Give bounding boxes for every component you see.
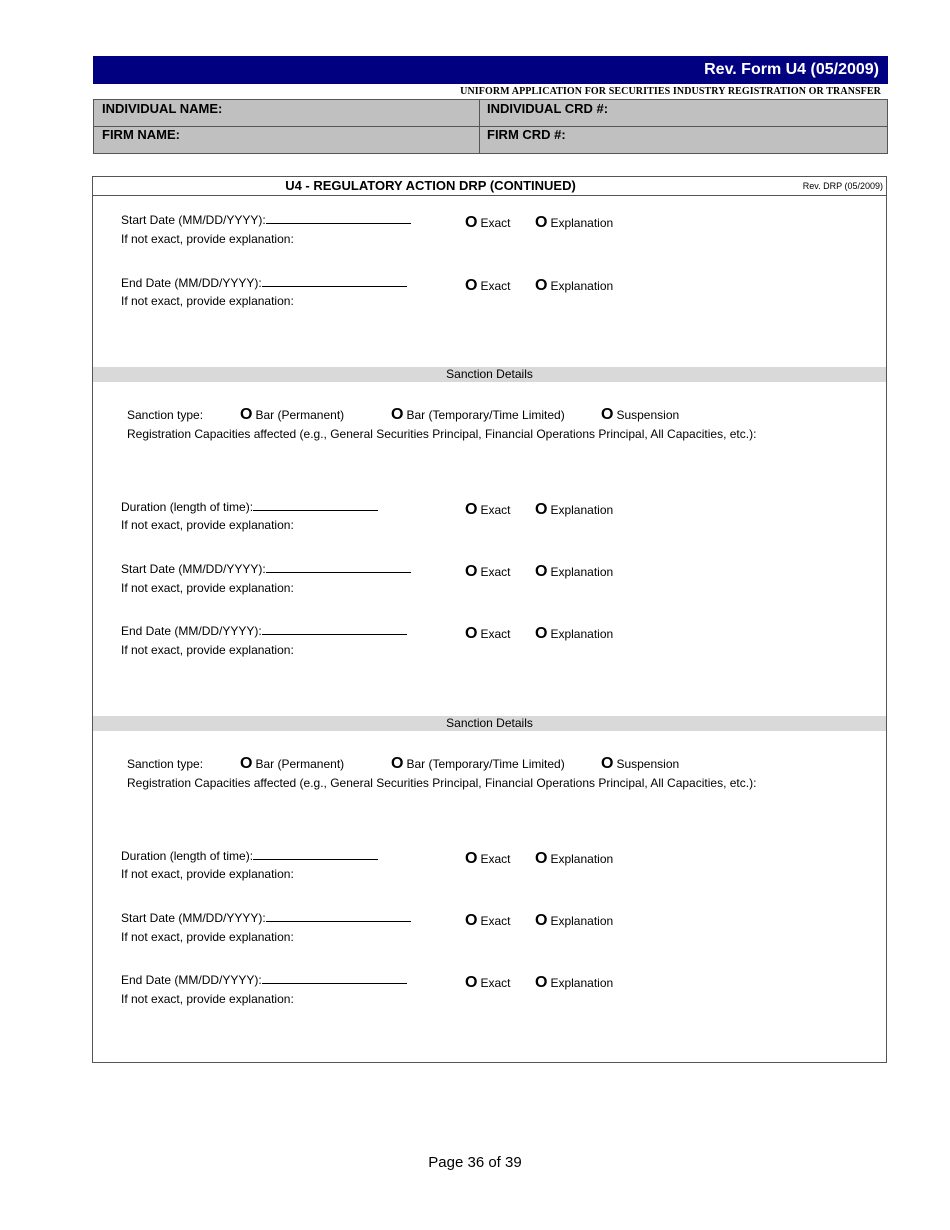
end-date-explanation-option-b[interactable]: O Explanation bbox=[535, 974, 614, 991]
duration-explanation-label-b: If not exact, provide explanation: bbox=[121, 867, 294, 881]
drp-header bbox=[93, 177, 886, 196]
end-date-explanation-label-a: If not exact, provide explanation: bbox=[121, 643, 294, 657]
radio-icon: O bbox=[465, 277, 478, 294]
end-date-field-1[interactable]: End Date (MM/DD/YYYY): bbox=[121, 275, 407, 290]
drp-section bbox=[92, 176, 887, 1063]
radio-icon: O bbox=[240, 406, 253, 423]
radio-icon: O bbox=[465, 563, 478, 580]
radio-icon: O bbox=[535, 277, 548, 294]
duration-explanation-option-b[interactable]: O Explanation bbox=[535, 850, 614, 867]
start-date-exact-option-a[interactable]: O Exact bbox=[465, 563, 511, 580]
sanction-type-label-b: Sanction type: bbox=[127, 757, 204, 771]
form-title-banner bbox=[93, 56, 888, 84]
page-number: Page 36 of 39 bbox=[428, 1154, 522, 1171]
individual-crd-field[interactable]: INDIVIDUAL CRD #: bbox=[487, 101, 609, 116]
bar-temporary-option-a[interactable]: O Bar (Temporary/Time Limited) bbox=[391, 406, 565, 423]
end-date-field-b[interactable]: End Date (MM/DD/YYYY): bbox=[121, 972, 407, 987]
start-date-explanation-label-a: If not exact, provide explanation: bbox=[121, 581, 294, 595]
duration-exact-option-a[interactable]: O Exact bbox=[465, 501, 511, 518]
radio-icon: O bbox=[535, 563, 548, 580]
end-date-explanation-label-1: If not exact, provide explanation: bbox=[121, 294, 294, 308]
radio-icon: O bbox=[535, 625, 548, 642]
bar-temporary-option-b[interactable]: O Bar (Temporary/Time Limited) bbox=[391, 755, 565, 772]
end-date-exact-option-1[interactable]: O Exact bbox=[465, 277, 511, 294]
form-subtitle: UNIFORM APPLICATION FOR SECURITIES INDUSTRY REGISTRATION OR TRANSFER bbox=[460, 86, 881, 97]
registration-capacities-label-b: Registration Capacities affected (e.g., General Securities Principal, Financial Operations Principal, All Capacities, etc.): bbox=[127, 776, 757, 790]
duration-explanation-label-a: If not exact, provide explanation: bbox=[121, 518, 294, 532]
duration-field-b[interactable]: Duration (length of time): bbox=[121, 848, 378, 863]
duration-exact-option-b[interactable]: O Exact bbox=[465, 850, 511, 867]
end-date-explanation-option-1[interactable]: O Explanation bbox=[535, 277, 614, 294]
sanction-details-header-b: Sanction Details bbox=[93, 716, 886, 731]
start-date-field-a[interactable]: Start Date (MM/DD/YYYY): bbox=[121, 561, 411, 576]
sanction-type-label-a: Sanction type: bbox=[127, 408, 204, 422]
duration-explanation-option-a[interactable]: O Explanation bbox=[535, 501, 614, 518]
radio-icon: O bbox=[465, 625, 478, 642]
bar-permanent-option-b[interactable]: O Bar (Permanent) bbox=[240, 755, 345, 772]
start-date-explanation-option-b[interactable]: O Explanation bbox=[535, 912, 614, 929]
drp-title: U4 - REGULATORY ACTION DRP (CONTINUED) bbox=[285, 178, 576, 193]
start-date-field-b[interactable]: Start Date (MM/DD/YYYY): bbox=[121, 910, 411, 925]
start-date-exact-option-1[interactable]: O Exact bbox=[465, 214, 511, 231]
start-date-field-1[interactable]: Start Date (MM/DD/YYYY): bbox=[121, 212, 411, 227]
suspension-option-b[interactable]: O Suspension bbox=[601, 755, 680, 772]
end-date-explanation-option-a[interactable]: O Explanation bbox=[535, 625, 614, 642]
start-date-explanation-label-1: If not exact, provide explanation: bbox=[121, 232, 294, 246]
start-date-explanation-label-b: If not exact, provide explanation: bbox=[121, 930, 294, 944]
suspension-option-a[interactable]: O Suspension bbox=[601, 406, 680, 423]
radio-icon: O bbox=[465, 850, 478, 867]
radio-icon: O bbox=[465, 974, 478, 991]
end-date-exact-option-a[interactable]: O Exact bbox=[465, 625, 511, 642]
radio-icon: O bbox=[535, 974, 548, 991]
radio-icon: O bbox=[535, 214, 548, 231]
start-date-explanation-option-1[interactable]: O Explanation bbox=[535, 214, 614, 231]
radio-icon: O bbox=[240, 755, 253, 772]
radio-icon: O bbox=[391, 406, 404, 423]
bar-permanent-option-a[interactable]: O Bar (Permanent) bbox=[240, 406, 345, 423]
radio-icon: O bbox=[391, 755, 404, 772]
start-date-explanation-option-a[interactable]: O Explanation bbox=[535, 563, 614, 580]
firm-crd-field[interactable]: FIRM CRD #: bbox=[487, 127, 566, 142]
form-title: Rev. Form U4 (05/2009) bbox=[704, 61, 879, 78]
end-date-field-a[interactable]: End Date (MM/DD/YYYY): bbox=[121, 623, 407, 638]
end-date-exact-option-b[interactable]: O Exact bbox=[465, 974, 511, 991]
end-date-explanation-label-b: If not exact, provide explanation: bbox=[121, 992, 294, 1006]
radio-icon: O bbox=[535, 501, 548, 518]
identity-table bbox=[93, 99, 888, 154]
sanction-details-header-a: Sanction Details bbox=[93, 367, 886, 382]
radio-icon: O bbox=[535, 850, 548, 867]
radio-icon: O bbox=[465, 214, 478, 231]
firm-name-field[interactable]: FIRM NAME: bbox=[102, 127, 180, 142]
radio-icon: O bbox=[601, 406, 614, 423]
registration-capacities-label-a: Registration Capacities affected (e.g., General Securities Principal, Financial Operations Principal, All Capacities, etc.): bbox=[127, 427, 757, 441]
duration-field-a[interactable]: Duration (length of time): bbox=[121, 499, 378, 514]
radio-icon: O bbox=[535, 912, 548, 929]
start-date-exact-option-b[interactable]: O Exact bbox=[465, 912, 511, 929]
radio-icon: O bbox=[601, 755, 614, 772]
individual-name-field[interactable]: INDIVIDUAL NAME: bbox=[102, 101, 223, 116]
radio-icon: O bbox=[465, 501, 478, 518]
radio-icon: O bbox=[465, 912, 478, 929]
drp-revision: Rev. DRP (05/2009) bbox=[802, 181, 883, 191]
